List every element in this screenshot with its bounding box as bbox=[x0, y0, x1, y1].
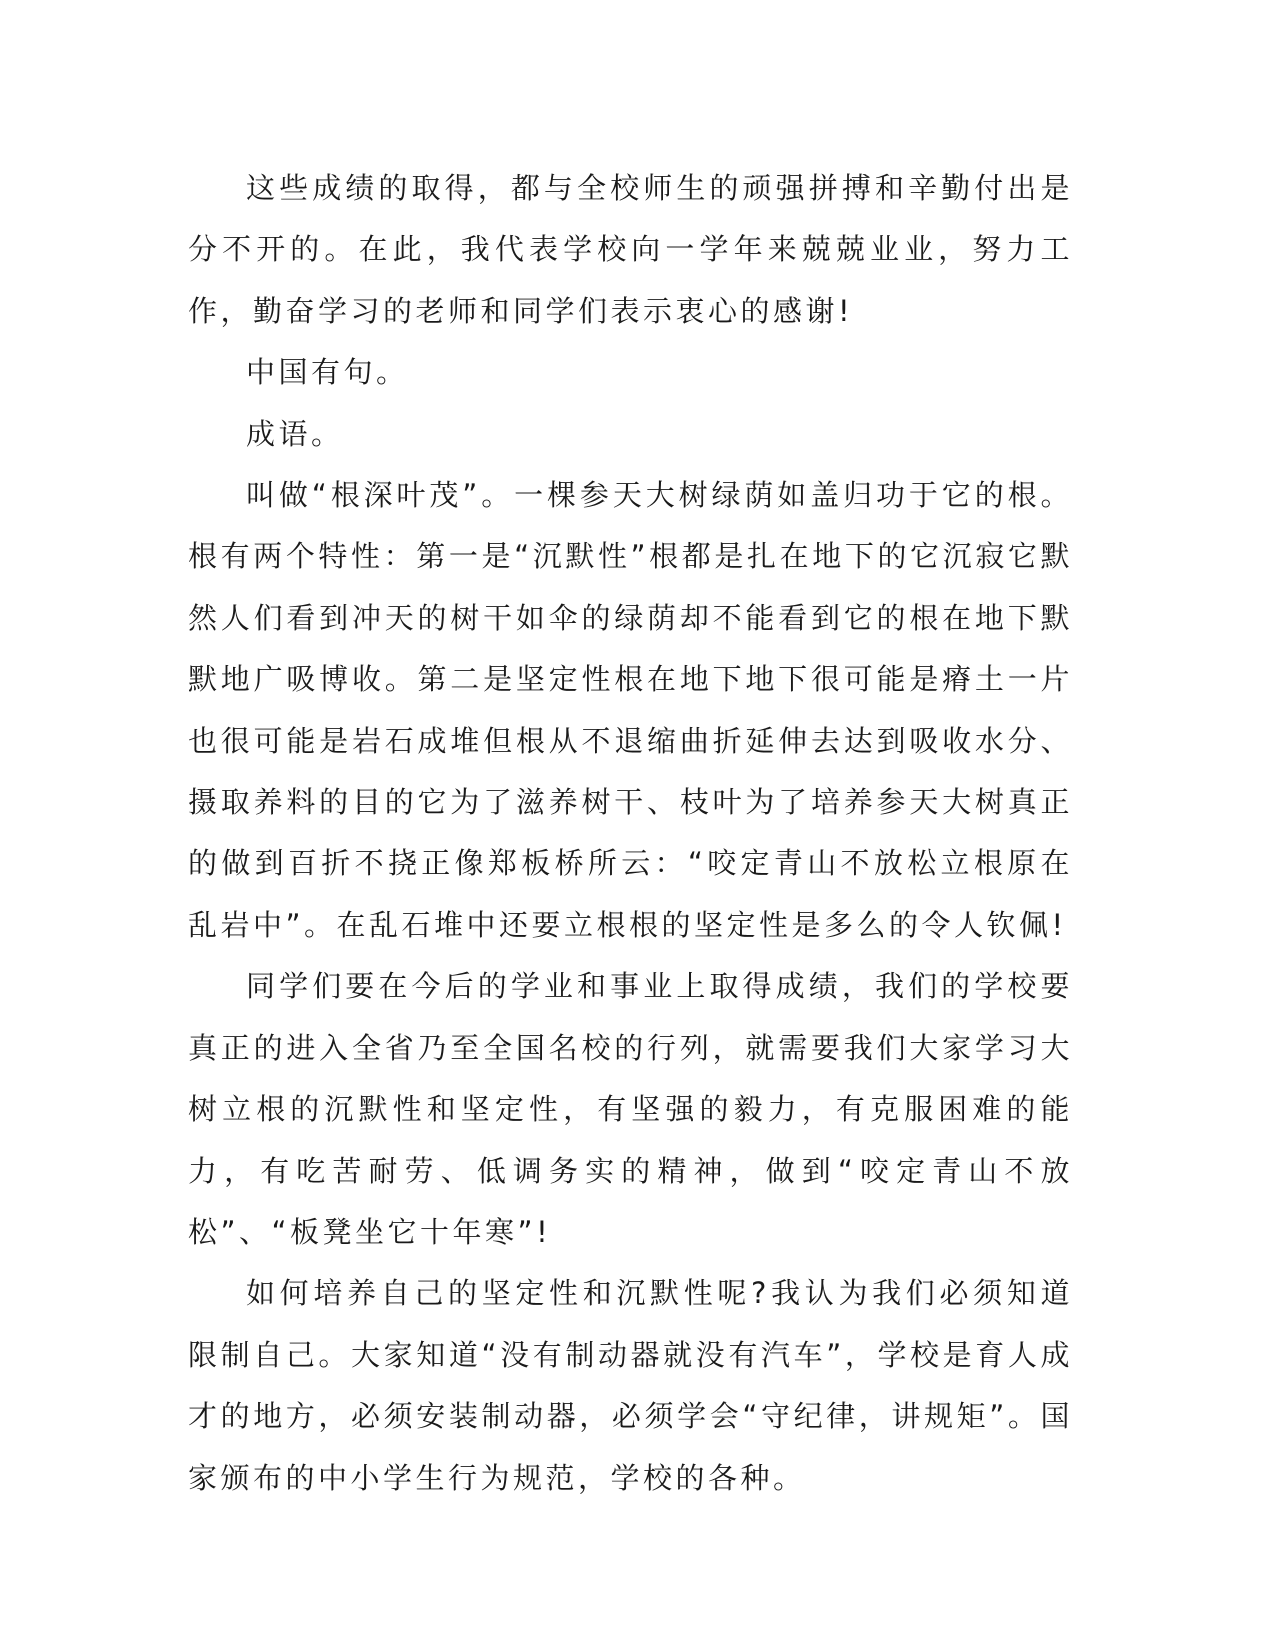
document-body bbox=[188, 158, 1073, 1509]
paragraph-3: 成语。 bbox=[246, 416, 344, 451]
paragraph-6: 如何培养自己的坚定性和沉默性呢?我认为我们必须知道限制自己。大家知道“没有制动器就没有汽车”，学校是育人成才的地方，必须安装制动器，必须学会“守纪律，讲规矩”。国家颁布的中小学生行为规范，学校的各种。 bbox=[188, 1276, 1073, 1495]
paragraph-1: 这些成绩的取得，都与全校师生的顽强拼搏和辛勤付出是分不开的。在此，我代表学校向一学年来兢兢业业，努力工作，勤奋学习的老师和同学们表示衷心的感谢! bbox=[188, 171, 1073, 328]
paragraph-4: 叫做“根深叶茂”。一棵参天大树绿荫如盖归功于它的根。根有两个特性：第一是“沉默性”根都是扎在地下的它沉寂它默然人们看到冲天的树干如伞的绿荫却不能看到它的根在地下默默地广吸博收。第二是坚定性根在地下地下很可能是瘠土一片也很可能是岩石成堆但根从不退缩曲折延伸去达到吸收水分、摄取养料的目的它为了滋养树干、枝叶为了培养参天大树真正的做到百折不挠正像郑板桥所云：“咬定青山不放松立根原在乱岩中”。在乱石堆中还要立根根的坚定性是多么的令人钦佩! bbox=[188, 478, 1073, 942]
paragraph-5: 同学们要在今后的学业和事业上取得成绩，我们的学校要真正的进入全省乃至全国名校的行列，就需要我们大家学习大树立根的沉默性和坚定性，有坚强的毅力，有克服困难的能力，有吃苦耐劳、低调务实的精神，做到“咬定青山不放松”、“板凳坐它十年寒”! bbox=[188, 969, 1073, 1249]
paragraph-2: 中国有句。 bbox=[246, 355, 409, 390]
